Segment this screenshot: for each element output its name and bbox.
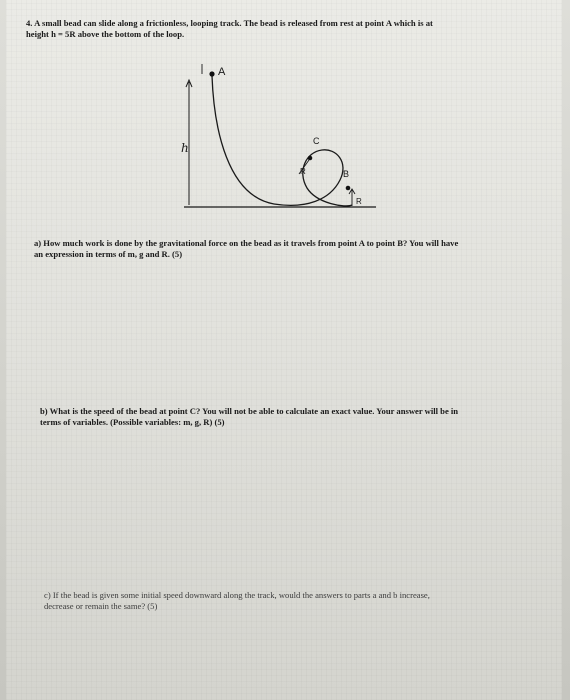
- bead-at-c: [308, 156, 313, 161]
- question-a-line-2: an expression in terms of m, g and R. (5): [34, 249, 183, 259]
- label-height-h: h: [181, 141, 189, 155]
- problem-statement-line-1: 4. A small bead can slide along a frictionless, looping track. The bead is released from rest at point A which is at: [26, 18, 433, 28]
- bead-at-a: [209, 71, 214, 76]
- label-radius-top: R: [300, 167, 306, 176]
- problem-statement-line-2: height h = 5R above the bottom of the loop.: [26, 29, 185, 39]
- looping-track: [212, 76, 352, 206]
- question-a-line-1: a) How much work is done by the gravitational force on the bead as it travels from point A to point B? You will have: [34, 238, 459, 248]
- label-radius-bottom: R: [356, 197, 362, 206]
- worksheet-page: [6, 0, 562, 700]
- question-b-line-2: terms of variables. (Possible variables: m, g, R) (5): [40, 417, 225, 427]
- label-point-c: C: [313, 136, 320, 146]
- label-point-a: A: [218, 66, 226, 78]
- label-point-b: B: [343, 169, 350, 179]
- bead-at-b: [346, 186, 351, 191]
- question-b-line-1: b) What is the speed of the bead at point C? You will not be able to calculate an exact value. Your answer will be in: [40, 406, 459, 416]
- question-c-line-2: decrease or remain the same? (5): [44, 601, 158, 611]
- question-c-line-1: c) If the bead is given some initial speed downward along the track, would the answers to parts a and b increase,: [44, 590, 430, 600]
